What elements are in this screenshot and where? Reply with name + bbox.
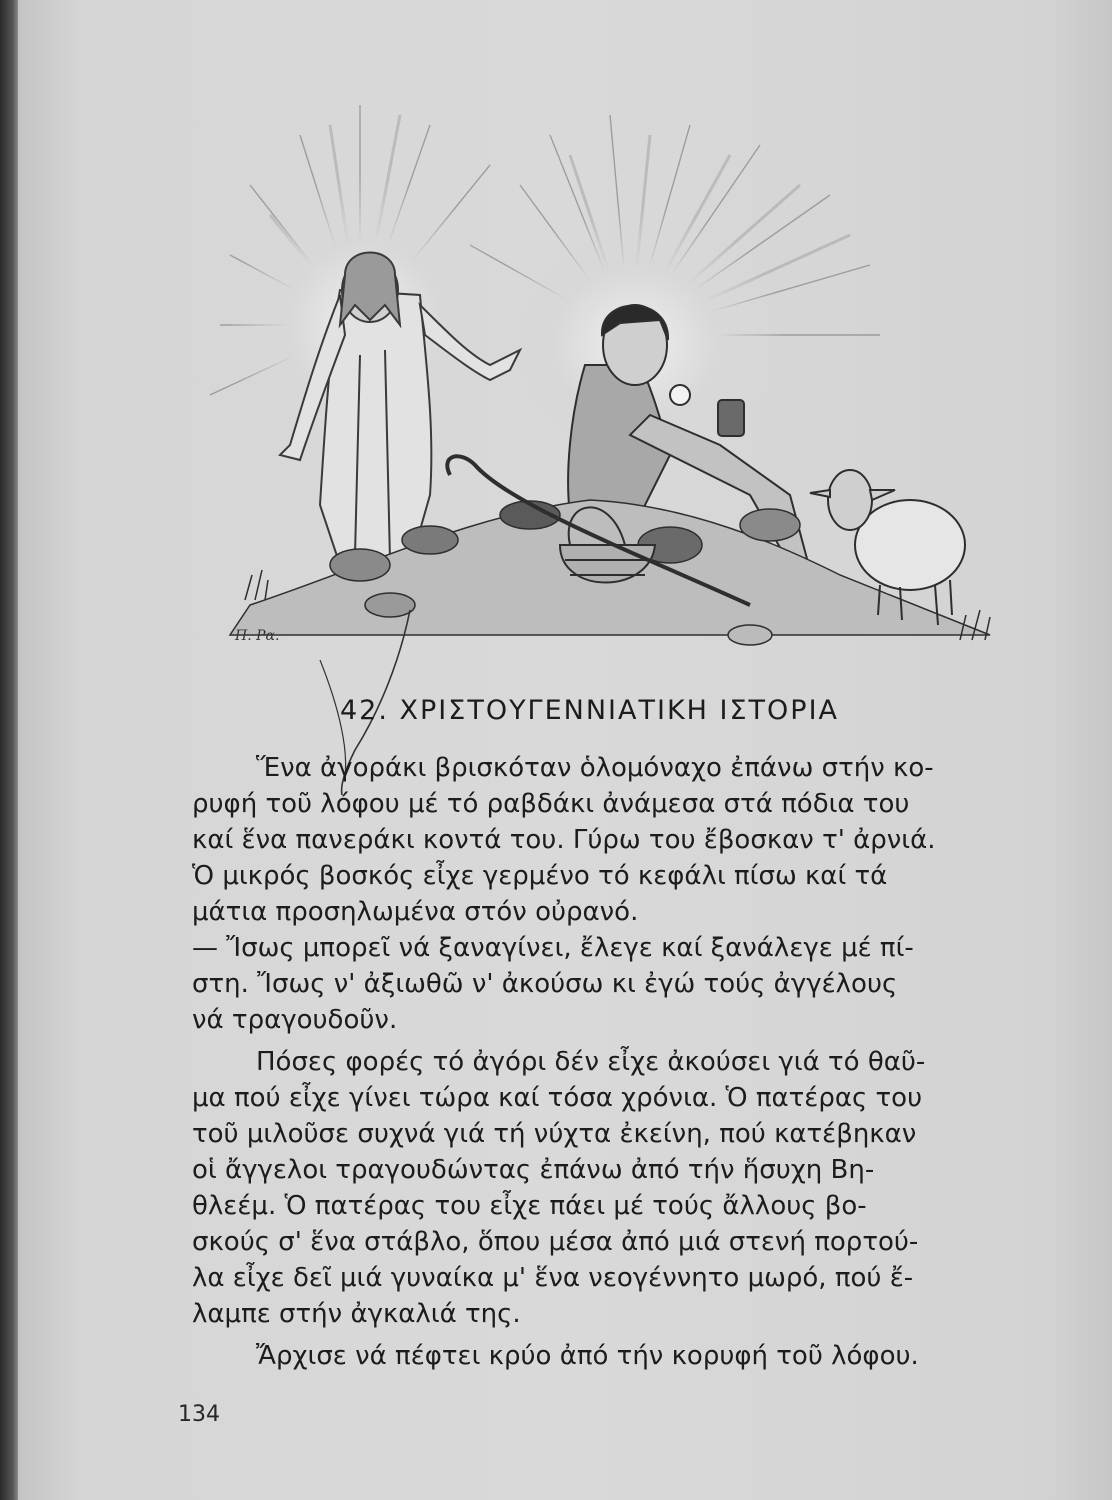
text-line: — Ἴσως μπορεῖ νά ξαναγίνει, ἔλεγε καί ξανάλεγε μέ πί- bbox=[192, 933, 914, 963]
paragraph-1 bbox=[192, 750, 1030, 930]
text-line: Ὁ μικρός βοσκός εἶχε γερμένο τό κεφάλι πίσω καί τά bbox=[192, 861, 888, 891]
text-line: Πόσες φορές τό ἀγόρι δέν εἶχε ἀκούσει γιά τό θαῦ- bbox=[256, 1047, 926, 1077]
nativity-illustration bbox=[190, 95, 1050, 675]
text-line: μάτια προσηλωμένα στόν οὐρανό. bbox=[192, 897, 639, 927]
text-line: λα εἶχε δεῖ μιά γυναίκα μ' ἕνα νεογέννητο μωρό, πού ἔ- bbox=[192, 1263, 914, 1293]
text-line: Ἄρχισε νά πέφτει κρύο ἀπό τήν κορυφή τοῦ λόφου. bbox=[256, 1341, 919, 1371]
artist-signature: Π. Ρα. bbox=[235, 628, 280, 644]
page-number: 134 bbox=[178, 1402, 220, 1427]
text-line: μα πού εἶχε γίνει τώρα καί τόσα χρόνια. Ὁ πατέρας του bbox=[192, 1083, 923, 1113]
story-text bbox=[192, 750, 1030, 1374]
text-line: Ἕνα ἀγοράκι βρισκόταν ὁλομόναχο ἐπάνω στήν κο- bbox=[256, 753, 934, 783]
text-line: λαμπε στήν ἀγκαλιά της. bbox=[192, 1299, 521, 1329]
text-line: στη. Ἴσως ν' ἀξιωθῶ ν' ἀκούσω κι ἐγώ τούς ἀγγέλους bbox=[192, 969, 898, 999]
text-line: θλεέμ. Ὁ πατέρας του εἶχε πάει μέ τούς ἄλλους βο- bbox=[192, 1191, 867, 1221]
book-binding-edge bbox=[0, 0, 18, 1500]
text-line: σκούς σ' ἕνα στάβλο, ὅπου μέσα ἀπό μιά στενή πορτού- bbox=[192, 1227, 919, 1257]
text-line: ρυφή τοῦ λόφου μέ τό ραβδάκι ἀνάμεσα στά πόδια του bbox=[192, 789, 910, 819]
text-line: καί ἕνα πανεράκι κοντά του. Γύρω του ἔβοσκαν τ' ἀρνιά. bbox=[192, 825, 936, 855]
text-line: τοῦ μιλοῦσε συχνά γιά τή νύχτα ἐκείνη, πού κατέβηκαν bbox=[192, 1119, 917, 1149]
paragraph-3 bbox=[192, 1044, 1030, 1332]
text-line: νά τραγουδοῦν. bbox=[192, 1005, 398, 1035]
paragraph-2 bbox=[192, 930, 1030, 1038]
paragraph-4 bbox=[192, 1338, 1030, 1374]
chapter-title: 42. ΧΡΙΣΤΟΥΓΕΝΝΙΑΤΙΚΗ ΙΣΤΟΡΙΑ bbox=[340, 695, 840, 726]
text-line: οἱ ἄγγελοι τραγουδώντας ἐπάνω ἀπό τήν ἥσυχη Βη- bbox=[192, 1155, 875, 1185]
